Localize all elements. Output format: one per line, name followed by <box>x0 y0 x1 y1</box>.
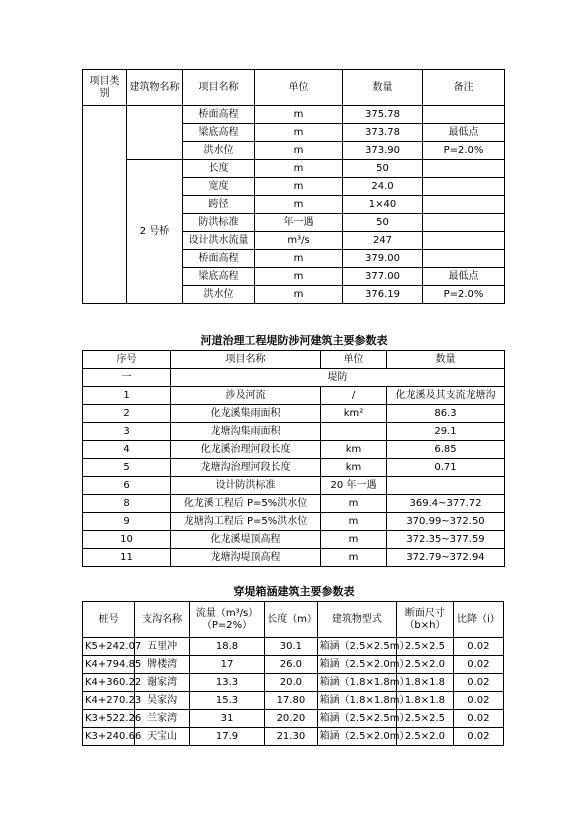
table-cell: 10 <box>83 531 171 549</box>
table-cell: 龙塘沟治理河段长度 <box>171 459 321 477</box>
table-cell: 30.1 <box>265 638 317 656</box>
table-cell: m <box>255 268 343 286</box>
table-cell: K4+270.23 <box>83 692 135 710</box>
table-cell: 20 年一遇 <box>321 477 387 495</box>
table-cell: 洪水位 <box>183 286 255 304</box>
table-cell: 0.02 <box>453 674 503 692</box>
header-cell: 支沟名称 <box>135 602 189 638</box>
table-cell <box>423 214 505 232</box>
table-cell <box>423 178 505 196</box>
table-cell: 化龙溪堤顶高程 <box>171 531 321 549</box>
header-cell: 数量 <box>343 70 423 106</box>
header-cell: 比降（i） <box>453 602 503 638</box>
table-cell: 设计洪水流量 <box>183 232 255 250</box>
culvert-table-body <box>83 602 504 746</box>
table-cell: 最低点 <box>423 268 505 286</box>
table-cell <box>423 160 505 178</box>
table-cell: 箱涵（1.8×1.8m） <box>317 692 397 710</box>
table-cell: 2 <box>83 405 171 423</box>
header-cell: 单位 <box>255 70 343 106</box>
table-cell: 2.5×2.5 <box>397 638 454 656</box>
table-row <box>83 656 504 674</box>
table-cell: 3 <box>83 423 171 441</box>
table-cell: K3+240.66 <box>83 728 135 746</box>
table-cell: 373.90 <box>343 142 423 160</box>
table-row <box>83 710 504 728</box>
table-cell: 1 <box>83 387 171 405</box>
table-cell: 宽度 <box>183 178 255 196</box>
table-cell: 29.1 <box>387 423 505 441</box>
table-cell: K5+242.07 <box>83 638 135 656</box>
table-cell: 247 <box>343 232 423 250</box>
header-cell: 断面尺寸（b×h） <box>397 602 454 638</box>
table-row <box>83 513 505 531</box>
table-cell: 箱涵（2.5×2.0m） <box>317 728 397 746</box>
culvert-parameters-table <box>82 601 504 746</box>
table-cell: 长度 <box>183 160 255 178</box>
table-cell: 376.19 <box>343 286 423 304</box>
header-cell: 长度（m） <box>265 602 317 638</box>
table-cell: 15.3 <box>189 692 264 710</box>
table-cell: 372.79~372.94 <box>387 549 505 567</box>
table-row <box>83 549 505 567</box>
section-number: 一 <box>83 369 171 387</box>
bridge-table-body <box>83 70 505 304</box>
table-cell: 天宝山 <box>135 728 189 746</box>
table-cell: m <box>255 250 343 268</box>
table-row <box>83 728 504 746</box>
table-cell: 26.0 <box>265 656 317 674</box>
table-cell <box>423 106 505 124</box>
table-cell: m <box>255 124 343 142</box>
header-cell: 单位 <box>321 351 387 369</box>
table-cell: m <box>255 106 343 124</box>
table-row <box>83 405 505 423</box>
river-table-body <box>83 351 505 567</box>
table-cell: 17 <box>189 656 264 674</box>
header-cell: 建筑物名称 <box>127 70 183 106</box>
table-row <box>83 674 504 692</box>
table-row <box>83 495 505 513</box>
table-cell: m <box>255 196 343 214</box>
table-cell: 桥面高程 <box>183 106 255 124</box>
structure-name-cell: 2 号桥 <box>127 160 183 304</box>
table-cell: 桥面高程 <box>183 250 255 268</box>
table-cell: 梁底高程 <box>183 268 255 286</box>
table-cell: 86.3 <box>387 405 505 423</box>
table-cell: 8 <box>83 495 171 513</box>
table-cell: 龙塘沟工程后 P=5%洪水位 <box>171 513 321 531</box>
header-cell: 备注 <box>423 70 505 106</box>
table-cell: 牌楼湾 <box>135 656 189 674</box>
table-cell: 9 <box>83 513 171 531</box>
table-header-row <box>83 351 505 369</box>
table-cell: 洪水位 <box>183 142 255 160</box>
table-cell: 2.5×2.5 <box>397 710 454 728</box>
table-header-row <box>83 70 505 106</box>
table-cell: m³/s <box>255 232 343 250</box>
table-cell: 50 <box>343 160 423 178</box>
table-cell: 0.02 <box>453 638 503 656</box>
river-works-table <box>82 350 505 567</box>
table-cell: m <box>255 142 343 160</box>
table-cell: 21.30 <box>265 728 317 746</box>
table-cell: K4+360.22 <box>83 674 135 692</box>
table-cell: 0.71 <box>387 459 505 477</box>
table-cell: km <box>321 459 387 477</box>
table-cell <box>423 232 505 250</box>
table-cell: 0.02 <box>453 656 503 674</box>
table-cell: 31 <box>189 710 264 728</box>
table-cell: 18.8 <box>189 638 264 656</box>
table-cell: 0.02 <box>453 728 503 746</box>
table-cell: 6 <box>83 477 171 495</box>
table-cell <box>387 477 505 495</box>
table-cell: 372.35~377.59 <box>387 531 505 549</box>
table-cell: 0.02 <box>453 710 503 728</box>
table-row <box>83 638 504 656</box>
table-row <box>83 441 505 459</box>
table-cell: 6.85 <box>387 441 505 459</box>
table-cell: 2.5×2.0 <box>397 728 454 746</box>
header-cell: 项目名称 <box>171 351 321 369</box>
table-cell: 5 <box>83 459 171 477</box>
table-header-row <box>83 602 504 638</box>
table-cell: 13.3 <box>189 674 264 692</box>
category-cell <box>83 106 127 304</box>
table-cell: P=2.0% <box>423 286 505 304</box>
table-cell: K3+522.26 <box>83 710 135 728</box>
table-cell: 五里冲 <box>135 638 189 656</box>
header-cell: 数量 <box>387 351 505 369</box>
table-cell: 龙塘沟集雨面积 <box>171 423 321 441</box>
header-cell: 流量（m³/s）（P=2%） <box>189 602 264 638</box>
table-cell: 化龙溪及其支流龙塘沟 <box>387 387 505 405</box>
table-row <box>83 106 505 124</box>
table-row <box>83 387 505 405</box>
header-cell: 序号 <box>83 351 171 369</box>
table-cell: m <box>255 286 343 304</box>
table-cell: 20.0 <box>265 674 317 692</box>
table-cell: 化龙溪治理河段长度 <box>171 441 321 459</box>
table-cell: km² <box>321 405 387 423</box>
table-cell: 377.00 <box>343 268 423 286</box>
table-cell: 4 <box>83 441 171 459</box>
table-cell: 17.80 <box>265 692 317 710</box>
table-cell: 2.5×2.0 <box>397 656 454 674</box>
table-cell: 谢家湾 <box>135 674 189 692</box>
table-cell: 1.8×1.8 <box>397 692 454 710</box>
table-cell: m <box>255 160 343 178</box>
table-cell: 箱涵（2.5×2.5m） <box>317 638 397 656</box>
table-cell: 最低点 <box>423 124 505 142</box>
section-row <box>83 369 505 387</box>
table-cell: / <box>321 387 387 405</box>
table-cell: 跨径 <box>183 196 255 214</box>
header-cell: 建筑物型式 <box>317 602 397 638</box>
header-cell: 项目类别 <box>83 70 127 106</box>
table-cell: 370.99~372.50 <box>387 513 505 531</box>
table-cell: 箱涵（1.8×1.8m） <box>317 674 397 692</box>
table-cell: 箱涵（2.5×2.0m） <box>317 656 397 674</box>
bridge-parameters-table <box>82 69 505 304</box>
structure-name-cell <box>127 106 183 160</box>
table-title: 穿堤箱涵建筑主要参数表 <box>233 585 355 598</box>
table-cell: 箱涵（2.5×2.5m） <box>317 710 397 728</box>
table-cell: 梁底高程 <box>183 124 255 142</box>
table-cell: km <box>321 441 387 459</box>
section-label: 堤防 <box>171 369 505 387</box>
table-cell: 龙塘沟堤顶高程 <box>171 549 321 567</box>
table-row <box>83 423 505 441</box>
table-cell: 1.8×1.8 <box>397 674 454 692</box>
table-row <box>83 692 504 710</box>
table-cell <box>321 423 387 441</box>
table-row <box>83 459 505 477</box>
table-cell: m <box>321 495 387 513</box>
table-row <box>83 531 505 549</box>
table-cell: 兰家湾 <box>135 710 189 728</box>
table-cell: 24.0 <box>343 178 423 196</box>
table-cell: K4+794.85 <box>83 656 135 674</box>
header-cell: 项目名称 <box>183 70 255 106</box>
header-cell: 桩号 <box>83 602 135 638</box>
table-cell: 吴家沟 <box>135 692 189 710</box>
table-cell: 17.9 <box>189 728 264 746</box>
table-title: 河道治理工程堤防涉河建筑主要参数表 <box>200 334 388 347</box>
table-row <box>83 477 505 495</box>
table-cell: m <box>255 178 343 196</box>
table-cell: 379.00 <box>343 250 423 268</box>
table-cell: 设计防洪标准 <box>171 477 321 495</box>
table-cell: m <box>321 513 387 531</box>
table-cell: 防洪标准 <box>183 214 255 232</box>
table-cell: m <box>321 531 387 549</box>
table-cell: 11 <box>83 549 171 567</box>
table-cell: 涉及河流 <box>171 387 321 405</box>
table-cell <box>423 250 505 268</box>
table-cell: 373.78 <box>343 124 423 142</box>
table-cell: 化龙溪工程后 P=5%洪水位 <box>171 495 321 513</box>
table-cell: 50 <box>343 214 423 232</box>
table-cell: 0.02 <box>453 692 503 710</box>
table-cell: 化龙溪集雨面积 <box>171 405 321 423</box>
table-cell: P=2.0% <box>423 142 505 160</box>
table-cell: 369.4~377.72 <box>387 495 505 513</box>
table-row <box>83 160 505 178</box>
table-cell: 375.78 <box>343 106 423 124</box>
table-cell <box>423 196 505 214</box>
table-cell: 20.20 <box>265 710 317 728</box>
table-cell: m <box>321 549 387 567</box>
table-cell: 1×40 <box>343 196 423 214</box>
table-cell: 年一遇 <box>255 214 343 232</box>
